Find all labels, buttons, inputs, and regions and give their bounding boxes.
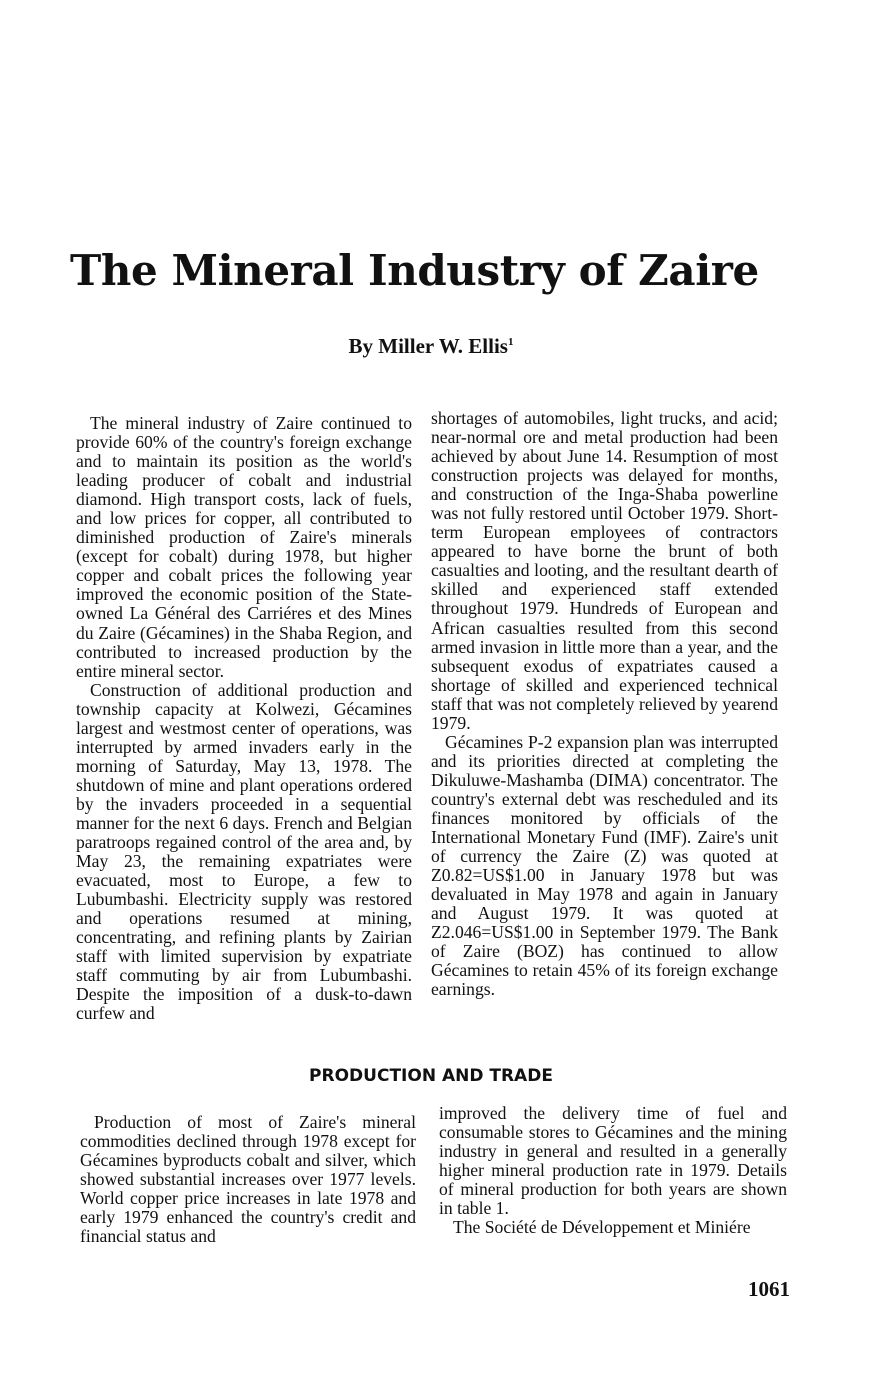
byline: [0, 328, 862, 360]
text-column-right-upper: [431, 409, 778, 999]
text-column-right-lower: [439, 1104, 787, 1237]
footnote-marker: 1: [507, 336, 514, 348]
paragraph: The Société de Développement et Miniére: [453, 1217, 751, 1238]
author-name: By Miller W. Ellis: [348, 334, 508, 358]
paragraph: Production of most of Zaire's mineral commodities declined through 1978 except for Gécamines byproducts cobalt and silver, which showed substantial increases over 1977 levels. World copper price increases in late 1978 and early 1979 enhanced the country's credit and financial status and: [80, 1112, 416, 1247]
paragraph-continued: improved the delivery time of fuel and consumable stores to Gécamines and the mining industry in general and resulted in a generally higher mineral production rate in 1979. Details of mineral production for both years are shown in table 1.: [439, 1103, 787, 1219]
paragraph: Construction of additional production and township capacity at Kolwezi, Gécamines largest and westmost center of operations, was interrupted by armed invaders early in the morning of Saturday, May 13, 1978. The shutdown of mine and plant operations ordered by the invaders proceeded in a sequential manner for the next 6 days. French and Belgian paratroops regained control of the area and, by May 23, the remaining expatriates were evacuated, most to Europe, a few to Lubumbashi. Electricity supply was restored and operations resumed at mining, concentrating, and refining plants by Zairian staff with limited supervision by expatriate staff commuting by air from Lubumbashi. Despite the imposition of a dusk-to-dawn curfew and: [76, 679, 412, 1024]
text-column-left-upper: [76, 414, 412, 1024]
text-column-left-lower: [80, 1113, 416, 1246]
article-title: The Mineral Industry of Zaire: [70, 246, 759, 295]
section-heading: PRODUCTION AND TRADE: [309, 1066, 553, 1086]
paragraph: Gécamines P-2 expansion plan was interrupted and its priorities directed at completing the Dikuluwe-Mashamba (DIMA) concentrator. The country's external debt was rescheduled and its finances monitored by officials of the International Monetary Fund (IMF). Zaire's unit of currency the Zaire (Z) was quoted at Z0.82=US$1.00 in January 1978 but was devaluated in May 1978 and again in January and August 1979. It was quoted at Z2.046=US$1.00 in September 1979. The Bank of Zaire (BOZ) has continued to allow Gécamines to retain 45% of its foreign exchange earnings.: [431, 731, 778, 1000]
paragraph-continued: shortages of automobiles, light trucks, and acid; near-normal ore and metal production had been achieved by about June 14. Resumption of most construction projects was delayed for months, and construction of the Inga-Shaba powerline was not fully restored until October 1979. Short-term European employees of contractors appeared to have borne the brunt of both casualties and looting, and the resultant dearth of skilled and experienced staff extended throughout 1979. Hundreds of European and African casualties resulted from this second armed invasion in little more than a year, and the subsequent exodus of expatriates caused a shortage of skilled and experienced technical staff that was not completely relieved by yearend 1979.: [431, 408, 778, 733]
page-number: 1061: [748, 1277, 790, 1301]
paragraph: The mineral industry of Zaire continued to provide 60% of the country's foreign exchange and to maintain its position as the world's leading producer of cobalt and industrial diamond. High transport costs, lack of fuels, and low prices for copper, all contributed to diminished production of Zaire's minerals (except for cobalt) during 1978, but higher copper and cobalt prices the following year improved the economic position of the State-owned La Général des Carriéres et des Mines du Zaire (Gécamines) in the Shaba Region, and contributed to increased production by the entire mineral sector.: [76, 413, 412, 681]
